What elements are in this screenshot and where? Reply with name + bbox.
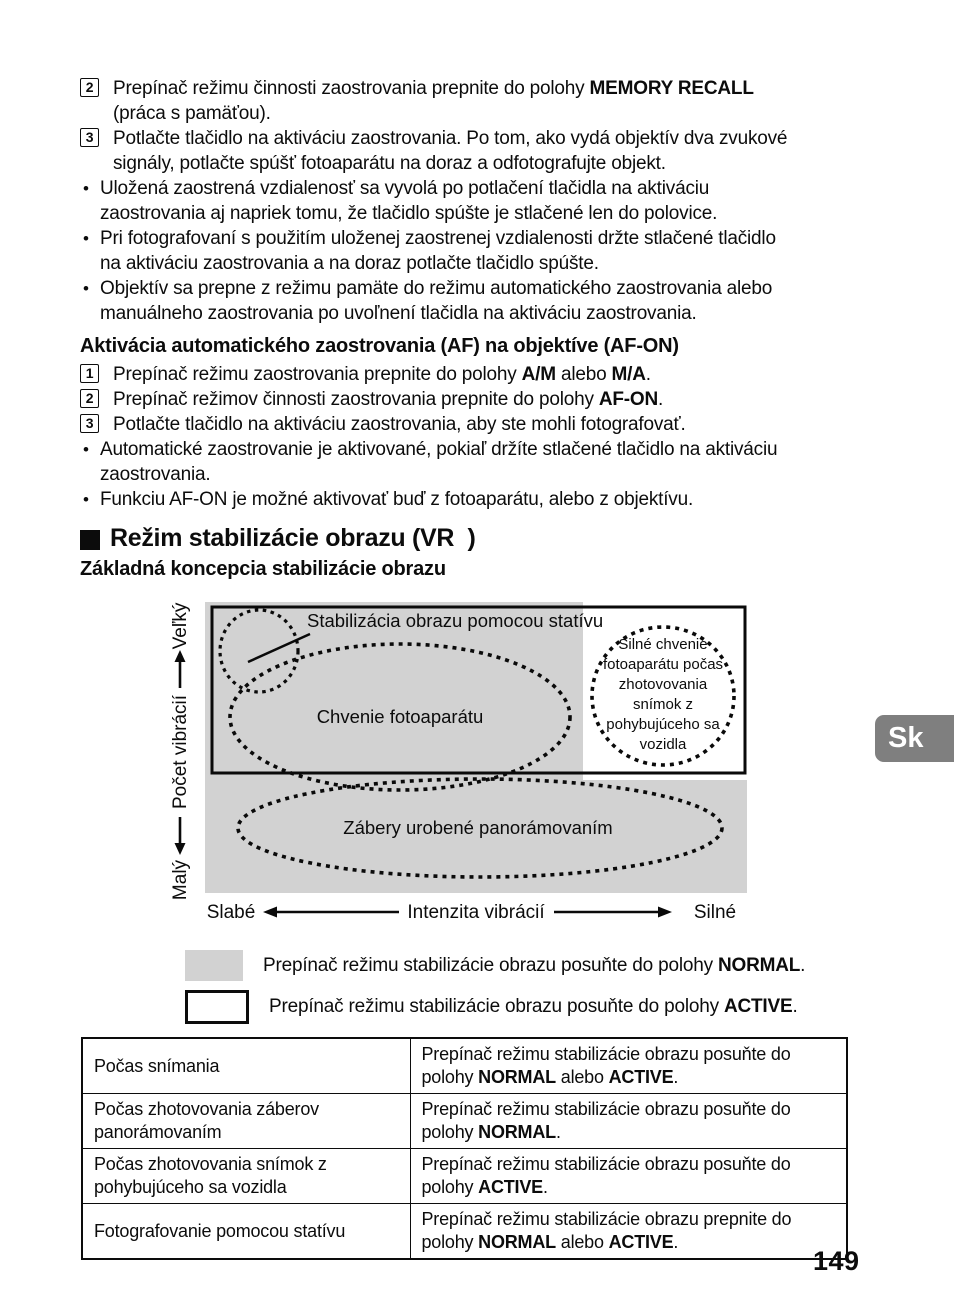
camera-shake-label: Chvenie fotoaparátu xyxy=(316,706,484,727)
step-number-box: 2 xyxy=(80,389,99,408)
legend-row-normal xyxy=(185,950,805,981)
vehicle-label-line: Silné chvenie xyxy=(618,636,708,653)
x-axis-min-label: Slabé xyxy=(206,902,256,923)
step-item xyxy=(80,412,890,437)
y-axis-down-arrowhead-icon xyxy=(175,843,186,855)
step-item xyxy=(80,126,890,176)
table-row xyxy=(82,1204,847,1260)
table-cell-instruction: Prepínač režimu stabilizácie obrazu posuňte do polohy NORMAL. xyxy=(410,1094,847,1149)
x-axis-max-label: Silné xyxy=(693,902,737,923)
af-on-heading: Aktivácia automatického zaostrovania (AF) na objektíve (AF-ON) xyxy=(80,335,679,357)
vehicle-label-line: snímok z xyxy=(632,696,694,713)
bullet-icon: • xyxy=(83,229,89,248)
bullet-icon: • xyxy=(83,490,89,509)
vr-section-title xyxy=(80,524,476,553)
table-cell-instruction: Prepínač režimu stabilizácie obrazu prepnite do polohy NORMAL alebo ACTIVE. xyxy=(410,1204,847,1260)
bullet-icon: • xyxy=(83,279,89,298)
vehicle-label-line: zhotovovania xyxy=(618,676,708,693)
bullet-icon: • xyxy=(83,440,89,459)
step-item xyxy=(80,76,890,126)
active-swatch-icon xyxy=(185,990,249,1024)
bullet-text: Funkciu AF-ON je možné aktivovať buď z fotoaparátu, alebo z objektívu. xyxy=(100,489,694,510)
page-number: 149 xyxy=(813,1246,860,1276)
vr-section-subtitle: Základná koncepcia stabilizácie obrazu xyxy=(80,558,446,580)
vr-section-title-text: Režim stabilizácie obrazu (VR ) xyxy=(110,524,476,552)
table-cell-situation: Počas zhotovovania záberov panorámovaním xyxy=(82,1094,410,1149)
step-text: Prepínač režimu činnosti zaostrovania prepnite do polohy MEMORY RECALL (práca s pamäťou). xyxy=(113,78,754,124)
legend-active-text: Prepínač režimu stabilizácie obrazu posuňte do polohy ACTIVE. xyxy=(269,996,798,1017)
bullet-text: Pri fotografovaní s použitím uloženej zaostrenej vzdialenosti držte stlačené tlačidlo na aktiváciu zaostrovania a na doraz potlačte tlačidlo spúšte. xyxy=(100,228,776,274)
bullet-item xyxy=(80,487,890,512)
bullet-item xyxy=(80,437,890,487)
table-cell-instruction: Prepínač režimu stabilizácie obrazu posuňte do polohy NORMAL alebo ACTIVE. xyxy=(410,1038,847,1094)
table-cell-situation: Počas zhotovovania snímok z pohybujúceho sa vozidla xyxy=(82,1149,410,1204)
legend-normal-text: Prepínač režimu stabilizácie obrazu posuňte do polohy NORMAL. xyxy=(263,954,806,976)
body-text xyxy=(80,76,890,512)
y-axis-min-label: Malý xyxy=(170,859,191,901)
bullet-icon: • xyxy=(83,179,89,198)
step-item xyxy=(80,362,890,387)
step-number-box: 3 xyxy=(80,414,99,433)
step-number-box: 3 xyxy=(80,128,99,147)
table-cell-instruction: Prepínač režimu stabilizácie obrazu posuňte do polohy ACTIVE. xyxy=(410,1149,847,1204)
normal-swatch-icon xyxy=(185,950,243,981)
table-cell-situation: Fotografovanie pomocou statívu xyxy=(82,1204,410,1260)
vr-concept-diagram xyxy=(160,596,760,936)
y-axis-max-label: Veľký xyxy=(170,602,191,650)
vehicle-label-line: vozidla xyxy=(639,736,687,753)
y-axis-title: Počet vibrácií xyxy=(170,694,191,810)
language-tab: Sk xyxy=(875,715,954,762)
bullet-item xyxy=(80,226,890,276)
table-row xyxy=(82,1149,847,1204)
step-number-box: 2 xyxy=(80,78,99,97)
table-row xyxy=(82,1094,847,1149)
bullet-text: Objektív sa prepne z režimu pamäte do režimu automatického zaostrovania alebo manuálneho zaostrovania po uvoľnení tlačidla na aktiváciu zaostrovania. xyxy=(100,278,773,324)
tripod-label: Stabilizácia obrazu pomocou statívu xyxy=(307,610,604,631)
x-axis-right-arrowhead-icon xyxy=(658,907,672,918)
table-cell-situation: Počas snímania xyxy=(82,1038,410,1094)
vr-mode-table xyxy=(81,1037,848,1260)
x-axis-left-arrowhead-icon xyxy=(263,907,277,918)
square-bullet-icon xyxy=(80,530,100,550)
step-item xyxy=(80,387,890,412)
bullet-item xyxy=(80,276,890,326)
vehicle-label-line: pohybujúceho sa xyxy=(606,716,720,733)
x-axis-title: Intenzita vibrácií xyxy=(407,902,545,923)
legend-row-active xyxy=(185,990,798,1024)
step-text: Prepínač režimu zaostrovania prepnite do polohy A/M alebo M/A. xyxy=(113,364,651,385)
bullet-text: Automatické zaostrovanie je aktivované, pokiaľ držíte stlačené tlačidlo na aktiváciu zaostrovania. xyxy=(100,439,778,485)
step-text: Prepínač režimov činnosti zaostrovania prepnite do polohy AF-ON. xyxy=(113,389,664,410)
bullet-item xyxy=(80,176,890,226)
y-axis-up-arrowhead-icon xyxy=(175,650,186,662)
step-text: Potlačte tlačidlo na aktiváciu zaostrovania. Po tom, ako vydá objektív dva zvukové signály, potlačte spúšť fotoaparátu na doraz a odfotografujte objekt. xyxy=(113,128,788,174)
vehicle-label-line: fotoaparátu počas xyxy=(602,656,724,673)
bullet-text: Uložená zaostrená vzdialenosť sa vyvolá po potlačení tlačidla na aktiváciu zaostrovania aj napriek tomu, že tlačidlo spúšte je stlačené len do polovice. xyxy=(100,178,718,224)
step-number-box: 1 xyxy=(80,364,99,383)
panning-label: Zábery urobené panorámovaním xyxy=(343,817,613,838)
step-text: Potlačte tlačidlo na aktiváciu zaostrovania, aby ste mohli fotografovať. xyxy=(113,414,686,435)
table-row xyxy=(82,1038,847,1094)
